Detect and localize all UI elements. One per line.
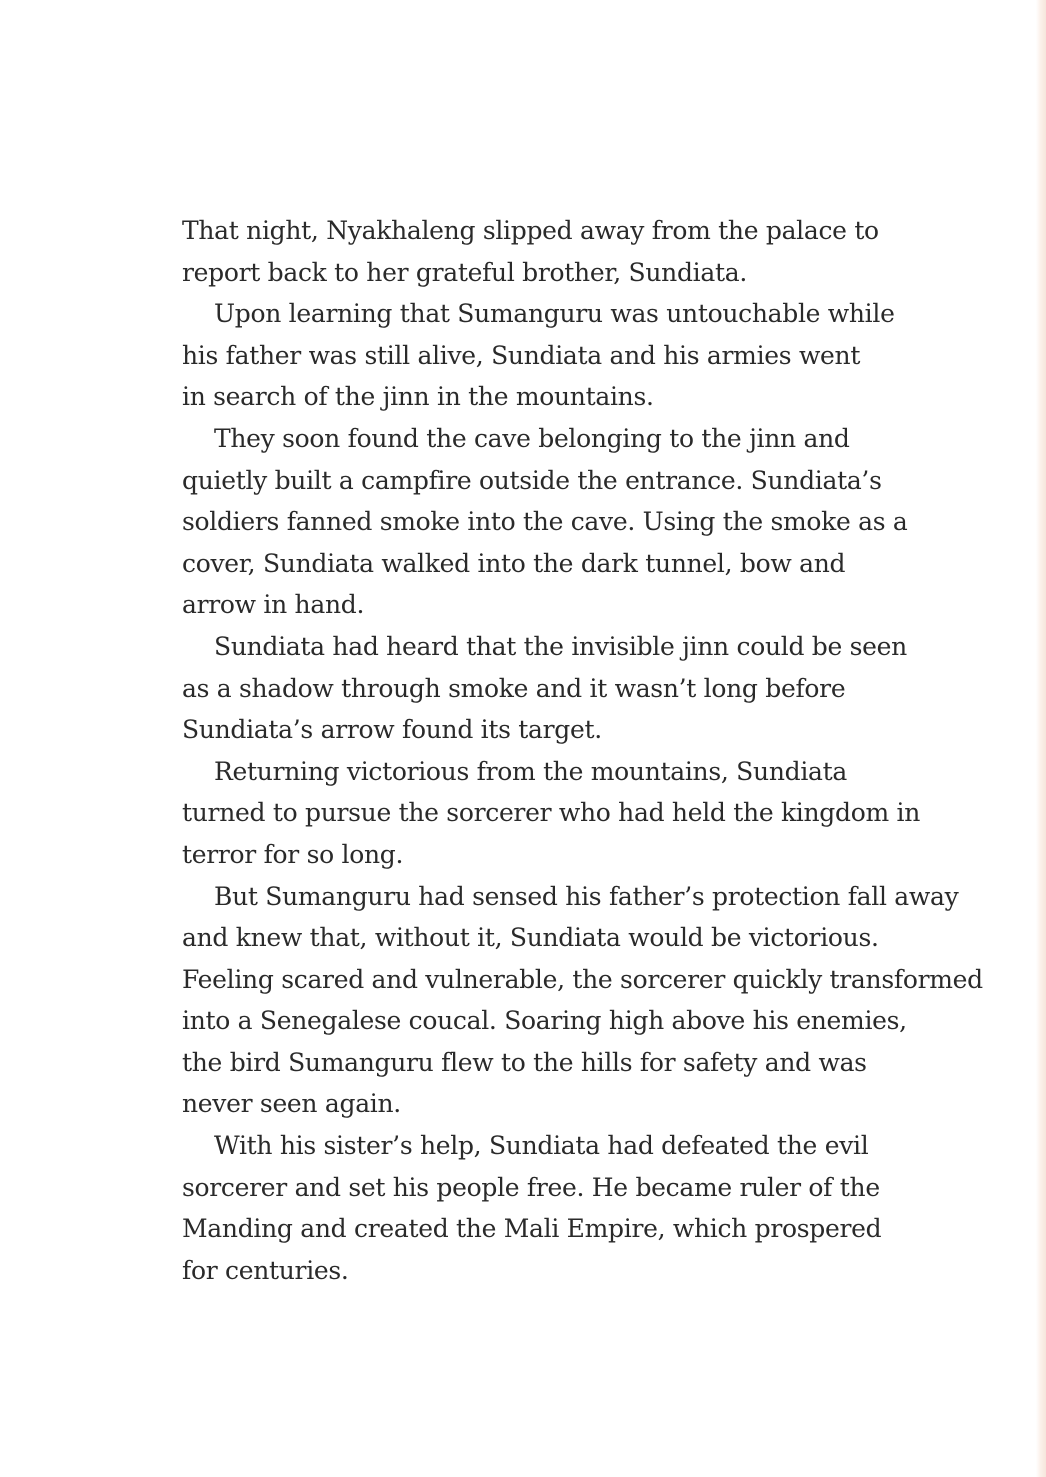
text-line: cover, Sundiata walked into the dark tunnel, bow and: [182, 548, 846, 578]
paragraph-2: [182, 293, 895, 418]
story-text: [182, 210, 983, 1291]
text-line: the bird Sumanguru flew to the hills for safety and was: [182, 1047, 867, 1077]
text-line: That night, Nyakhaleng slipped away from the palace to: [182, 216, 879, 245]
text-line: into a Senegalese coucal. Soaring high above his enemies,: [182, 1006, 907, 1036]
text-line: in search of the jinn in the mountains.: [182, 382, 654, 412]
paragraph-6: [182, 876, 983, 1126]
text-line: for centuries.: [182, 1255, 349, 1285]
text-line: turned to pursue the sorcerer who had held the kingdom in: [182, 798, 921, 828]
text-line: and knew that, without it, Sundiata would be victorious.: [182, 923, 879, 953]
paragraph-7: [182, 1125, 882, 1291]
text-line: terror for so long.: [182, 839, 404, 869]
text-line: They soon found the cave belonging to the jinn and: [214, 423, 850, 453]
text-line: report back to her grateful brother, Sundiata.: [182, 257, 747, 287]
text-line: Feeling scared and vulnerable, the sorcerer quickly transformed: [182, 964, 983, 994]
text-line: Sundiata had heard that the invisible jinn could be seen: [214, 631, 907, 661]
paragraph-5: [182, 751, 921, 876]
text-line: arrow in hand.: [182, 590, 365, 620]
text-line: Returning victorious from the mountains, Sundiata: [214, 756, 847, 786]
page-edge: [1036, 0, 1046, 1477]
paragraph-1: [182, 210, 882, 293]
text-line: sorcerer and set his people free. He became ruler of the: [182, 1172, 880, 1202]
text-line: soldiers fanned smoke into the cave. Using the smoke as a: [182, 507, 908, 537]
text-line: With his sister’s help, Sundiata had defeated the evil: [214, 1131, 869, 1161]
text-line: quietly built a campfire outside the entrance. Sundiata’s: [182, 465, 882, 495]
text-line: But Sumanguru had sensed his father’s protection fall away: [214, 881, 959, 911]
text-line: never seen again.: [182, 1089, 401, 1119]
text-line: as a shadow through smoke and it wasn’t long before: [182, 673, 846, 703]
text-line: his father was still alive, Sundiata and his armies went: [182, 340, 861, 370]
paragraph-3: [182, 418, 908, 626]
text-line: Upon learning that Sumanguru was untouchable while: [214, 299, 895, 329]
paragraph-4: [182, 626, 907, 751]
text-line: Sundiata’s arrow found its target.: [182, 715, 602, 745]
text-line: Manding and created the Mali Empire, which prospered: [182, 1214, 882, 1244]
